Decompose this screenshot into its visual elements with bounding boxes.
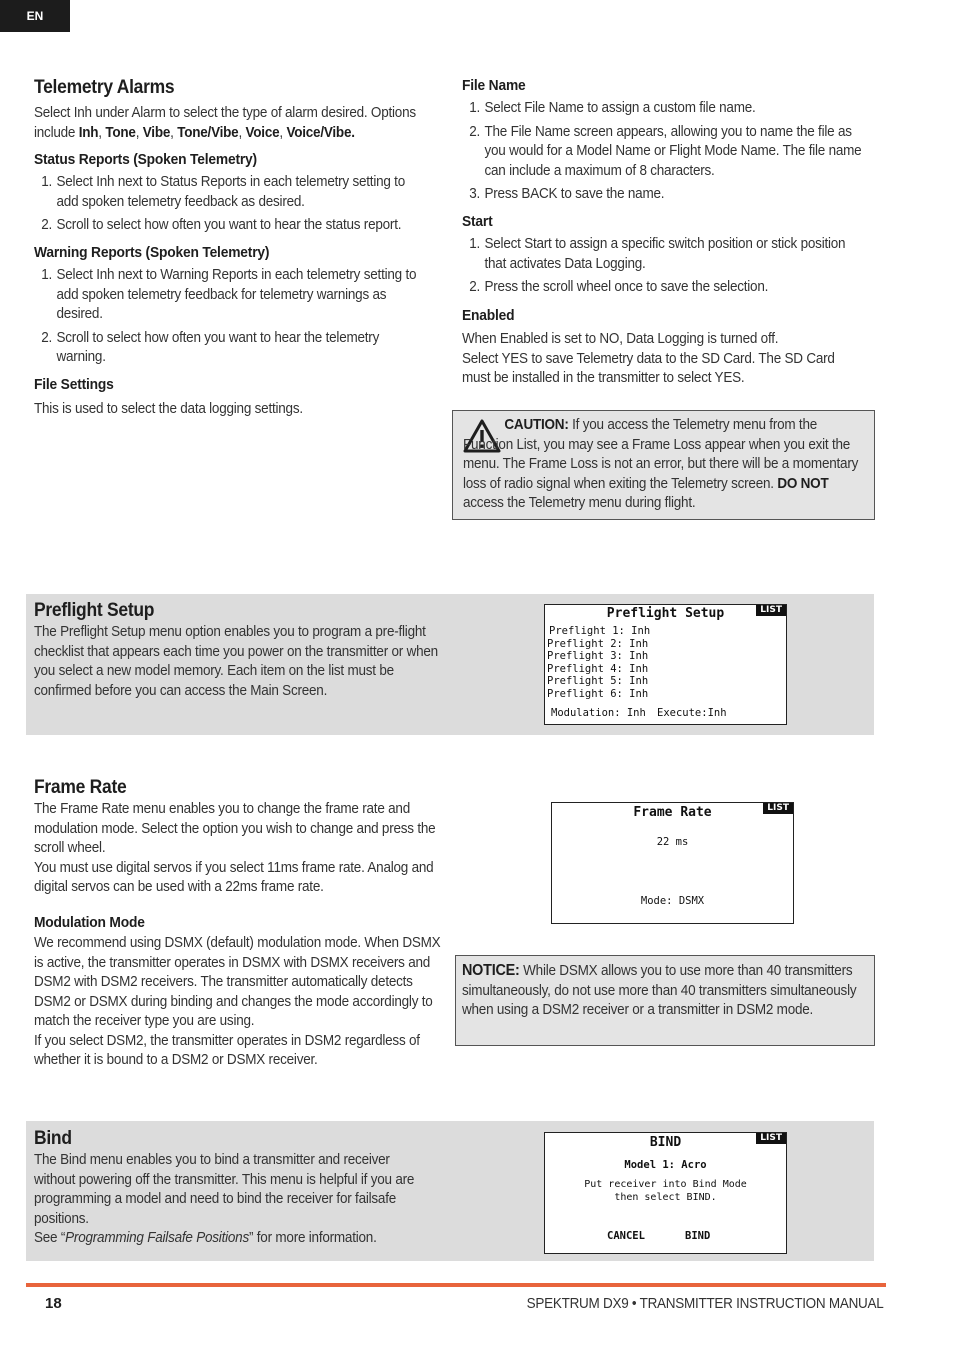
language-tab: EN xyxy=(0,0,70,32)
bind-instruction: then select BIND. xyxy=(614,1192,717,1203)
notice-label: NOTICE: xyxy=(462,962,520,979)
list-item: 2. Scroll to select how often you want to hear the status report. xyxy=(41,216,402,233)
frame-rate-heading: Frame Rate xyxy=(34,777,127,798)
list-item: 1. Select Inh next to Status Reports in each telemetry setting to add spoken telemetry feedback as desired. xyxy=(41,173,405,210)
list-tag: LIST xyxy=(763,803,793,814)
modulation-mode-text: We recommend using DSMX (default) modulation mode. When DSMX is active, the transmitter operates in DSMX with DSMX receivers and DSM2 with DSM2 receivers. The transmitter automatically detects DSM2 or DSMX during binding and changes the mode accordingly to match the receiver type you are using. If you select DSM2, the transmitter operates in DSM2 regardless of whether it is bound to a DSM2 or DSMX receiver. xyxy=(34,934,441,1068)
warning-reports-list xyxy=(34,265,474,367)
do-not-label: DO NOT xyxy=(777,474,829,492)
list-item: 1. Select Start to assign a specific switch position or stick position that activates Data Logging. xyxy=(469,235,846,272)
caution-text-end: access the Telemetry menu during flight. xyxy=(463,494,696,511)
frame-rate-value: 22 ms xyxy=(656,836,689,848)
status-reports-heading: Status Reports (Spoken Telemetry) xyxy=(34,151,257,168)
list-item: 3. Press BACK to save the name. xyxy=(469,185,665,202)
caution-box xyxy=(452,410,875,520)
option-tone: Tone xyxy=(105,123,136,141)
notice-text: While DSMX allows you to use more than 40 transmitters simultaneously, do not use more than 40 transmitters simultaneously when using a DSM2 receiver or a transmitter in DSM2 mode. xyxy=(462,962,857,1018)
preflight-line: Preflight 6: Inh xyxy=(547,688,649,700)
status-reports-list xyxy=(34,172,474,235)
warning-reports-heading: Warning Reports (Spoken Telemetry) xyxy=(34,244,270,261)
telemetry-alarms-intro: Select Inh under Alarm to select the type of alarm desired. Options include Inh, Tone, Vibe, Tone/Vibe, Voice, Voice/Vibe. xyxy=(34,104,416,141)
file-name-list xyxy=(462,98,907,204)
preflight-line: Preflight 1: Inh xyxy=(549,625,651,637)
preflight-setup-heading: Preflight Setup xyxy=(34,600,155,621)
cancel-button[interactable]: CANCEL xyxy=(607,1230,645,1242)
list-item: 2. Scroll to select how often you want to hear the telemetry warning. xyxy=(41,328,380,365)
screen-title: Frame Rate xyxy=(633,805,712,820)
list-item: 2. Press the scroll wheel once to save the selection. xyxy=(469,278,769,295)
bind-screen xyxy=(544,1132,787,1254)
file-name-heading: File Name xyxy=(462,77,526,94)
footer-rule xyxy=(26,1283,886,1287)
frame-rate-screen xyxy=(551,802,794,924)
file-settings-text: This is used to select the data logging settings. xyxy=(34,400,303,417)
screen-title: Preflight Setup xyxy=(606,606,725,621)
bind-text: The Bind menu enables you to bind a transmitter and receiver without powering off the transmitter. This menu is helpful if you are programming a model and need to bind the receiver for failsafe positions. See “Programming Failsafe Positions” for more information. xyxy=(34,1151,415,1246)
frame-rate-text: The Frame Rate menu enables you to change the frame rate and modulation mode. Select the option you wish to change and press the scroll wheel. You must use digital servos if you select 11ms frame rate. Analog and digital servos can be used with a 22ms frame rate. xyxy=(34,800,436,895)
start-list xyxy=(462,234,907,297)
model-name: Model 1: Acro xyxy=(624,1159,707,1171)
preflight-setup-screen xyxy=(544,604,787,725)
preflight-line: Preflight 5: Inh xyxy=(547,675,649,687)
list-tag: LIST xyxy=(756,605,786,616)
manual-title: SPEKTRUM DX9 • TRANSMITTER INSTRUCTION MANUAL xyxy=(527,1295,884,1312)
caution-label: CAUTION: xyxy=(504,416,569,433)
option-vibe: Vibe xyxy=(142,123,171,141)
preflight-line: Preflight 4: Inh xyxy=(547,663,649,675)
list-item: 2. The File Name screen appears, allowing you to name the file as you would for a Model Name or Flight Mode Name. The file name can include a maximum of 8 characters. xyxy=(469,122,862,179)
preflight-setup-section xyxy=(26,594,874,735)
enabled-text: When Enabled is set to NO, Data Logging is turned off. Select YES to save Telemetry data to the SD Card. The SD Card must be installed in the transmitter to select YES. xyxy=(462,330,835,386)
preflight-line: Preflight 2: Inh xyxy=(547,638,649,650)
option-voice-vibe: Voice/Vibe. xyxy=(286,123,355,141)
execute-value: Execute:Inh xyxy=(657,707,727,719)
modulation-value: Modulation: Inh xyxy=(551,707,646,719)
list-tag: LIST xyxy=(756,1133,786,1144)
notice-box xyxy=(455,955,875,1046)
bind-section xyxy=(26,1121,874,1261)
intro-text: Select Inh under Alarm to select the type of alarm desired. Options include xyxy=(34,104,416,141)
page-number: 18 xyxy=(45,1295,62,1312)
enabled-heading: Enabled xyxy=(462,307,515,324)
list-item: 1. Select File Name to assign a custom file name. xyxy=(469,99,756,116)
preflight-setup-text: The Preflight Setup menu option enables you to program a pre-flight checklist that appears each time you power on the transmitter or when you select a new model memory. Each item on the list must be confirmed before you can access the Main Screen. xyxy=(34,623,438,699)
file-settings-heading: File Settings xyxy=(34,376,114,393)
telemetry-alarms-heading: Telemetry Alarms xyxy=(34,77,175,98)
screen-title: BIND xyxy=(649,1135,682,1150)
option-inh: Inh xyxy=(78,123,99,141)
caution-text: If you access the Telemetry menu from the Function List, you may see a Frame Loss appear when you exit the menu. The Frame Loss is not an error, but there will be a momentary loss of radio signal when exiting the Telemetry screen. xyxy=(463,416,859,492)
list-item: 1. Select Inh next to Warning Reports in each telemetry setting to add spoken telemetry feedback for telemetry warnings as desired. xyxy=(41,266,417,322)
option-voice: Voice xyxy=(245,123,280,141)
modulation-mode-heading: Modulation Mode xyxy=(34,914,145,931)
mode-value: Mode: DSMX xyxy=(640,895,705,907)
option-tone-vibe: Tone/Vibe xyxy=(177,123,239,141)
failsafe-reference: Programming Failsafe Positions xyxy=(65,1229,249,1246)
bind-button[interactable]: BIND xyxy=(685,1230,711,1242)
bind-heading: Bind xyxy=(34,1128,72,1149)
start-heading: Start xyxy=(462,213,493,230)
bind-instruction: Put receiver into Bind Mode xyxy=(584,1179,747,1190)
preflight-line: Preflight 3: Inh xyxy=(547,650,649,662)
